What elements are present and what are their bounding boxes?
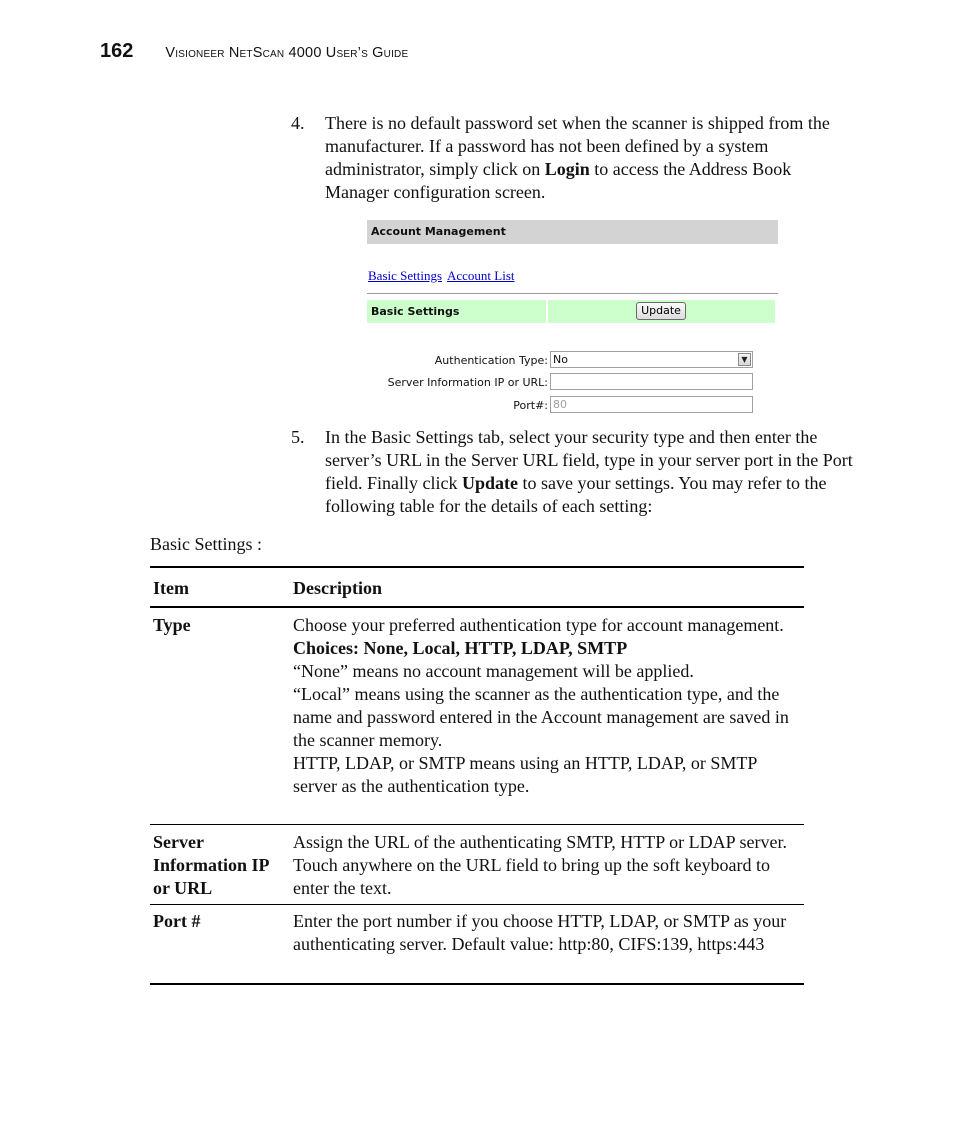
step-5 xyxy=(291,426,856,518)
table-row-item: Type xyxy=(153,615,191,635)
table-row-item: Port # xyxy=(153,911,201,931)
step-bold-term: Login xyxy=(544,159,590,179)
server-url-input[interactable] xyxy=(550,373,753,390)
step-number: 4. xyxy=(291,113,305,133)
table-heading: Basic Settings : xyxy=(150,534,262,554)
column-header-description: Description xyxy=(293,578,382,598)
step-number: 5. xyxy=(291,427,305,447)
table-rule xyxy=(150,566,804,568)
table-row-item: Server Information IP or URL xyxy=(153,832,269,898)
tab-account-list[interactable]: Account List xyxy=(447,268,515,283)
running-title: Visioneer NetScan 4000 User’s Guide xyxy=(165,45,409,61)
table-row-description: Enter the port number if you choose HTTP, LDAP, or SMTP as your authenticating server. Default value: http:80, CIFS:139, https:443 xyxy=(293,911,787,954)
description-line: HTTP, LDAP, or SMTP means using an HTTP, LDAP, or SMTP server as the authentication type. xyxy=(293,753,757,796)
panel-title: Account Management xyxy=(367,220,778,244)
divider xyxy=(546,300,548,323)
authentication-type-value: No xyxy=(553,353,568,366)
divider xyxy=(367,293,778,294)
chevron-down-icon[interactable]: ▼ xyxy=(738,353,751,366)
section-label: Basic Settings xyxy=(371,305,460,318)
choices-line: Choices: None, Local, HTTP, LDAP, SMTP xyxy=(293,638,628,658)
description-line: “None” means no account management will be applied. xyxy=(293,661,694,681)
step-text-part: In the Basic Settings tab, select your security type and then enter the server’s URL in the Server URL field, type in your server port in the Port field. Finally click xyxy=(325,427,853,493)
table-row-description xyxy=(293,614,798,798)
settings-bar xyxy=(367,300,775,323)
page-number: 162 xyxy=(100,40,134,62)
port-label: Port#: xyxy=(513,399,548,412)
description-line: Choose your preferred authentication type for account management. xyxy=(293,615,784,635)
tab-basic-settings[interactable]: Basic Settings xyxy=(368,268,443,283)
table-rule xyxy=(150,606,804,608)
port-input[interactable]: 80 xyxy=(550,396,753,413)
step-text xyxy=(325,112,856,204)
step-text-part: to save your settings. You may refer to the following table for the details of each setting: xyxy=(325,473,827,516)
table-rule xyxy=(150,983,804,985)
update-button[interactable]: Update xyxy=(636,302,686,320)
column-header-item: Item xyxy=(153,578,189,598)
table-rule xyxy=(150,904,804,905)
description-line: “Local” means using the scanner as the authentication type, and the name and password entered in the Account management are saved in the scanner memory. xyxy=(293,684,789,750)
authentication-type-select[interactable] xyxy=(550,351,753,368)
step-text xyxy=(325,426,856,518)
authentication-type-label: Authentication Type: xyxy=(434,354,548,367)
page-header xyxy=(100,40,408,64)
table-row-description: Assign the URL of the authenticating SMTP, HTTP or LDAP server. Touch anywhere on the URL field to bring up the soft keyboard to enter the text. xyxy=(293,832,787,898)
step-bold-term: Update xyxy=(461,473,518,493)
step-text-part: There is no default password set when the scanner is shipped from the manufacturer. If a password has not been defined by a system administrator, simply click on xyxy=(325,113,830,179)
step-text-part: to access the Address Book Manager configuration screen. xyxy=(325,159,792,202)
server-url-label: Server Information IP or URL: xyxy=(387,376,548,389)
table-rule xyxy=(150,824,804,825)
account-management-screenshot xyxy=(367,220,778,415)
step-4 xyxy=(291,112,856,204)
